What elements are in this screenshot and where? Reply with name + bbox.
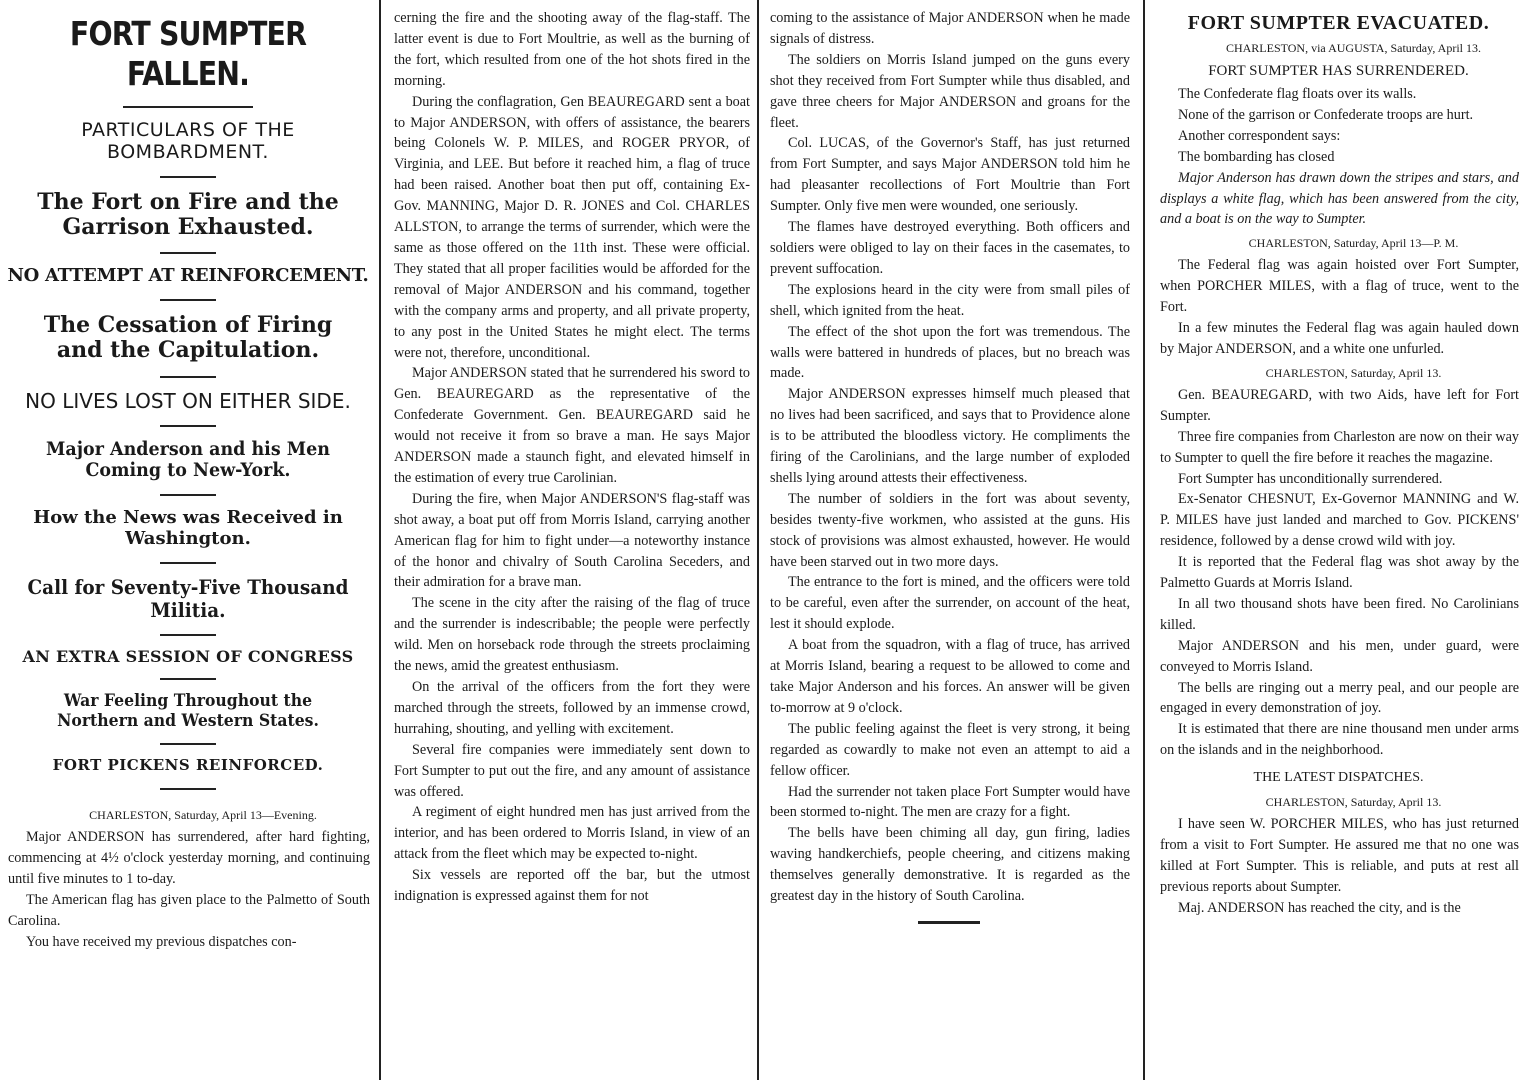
paragraph: The American flag has given place to the Palmetto of South Carolina. <box>8 892 370 929</box>
paragraph: Maj. ANDERSON has reached the city, and is the <box>1178 899 1461 916</box>
paragraph: Major ANDERSON expresses himself much pleased that no lives had been sacrificed, and says that to Providence alone is to be attributed the bloodless victory. He compliments the firing of the Carolinians, and the large number of exploded shells lying around attests their effectiveness. <box>770 386 1130 486</box>
end-rule <box>918 921 980 924</box>
divider <box>160 562 216 564</box>
deck-cessation: The Cessation of Firing and the Capitulation. <box>43 311 333 364</box>
paragraph: The number of soldiers in the fort was about seventy, besides twenty-five workmen, who assisted at the guns. His stock of provisions was almost exhausted, however. He would have been starved out in two more days. <box>770 490 1130 570</box>
paragraph: Six vessels are reported off the bar, but the utmost indignation is expressed against them for not <box>394 867 750 905</box>
column-rule <box>757 0 759 1080</box>
paragraph: It is reported that the Federal flag was shot away by the Palmetto Guards at Morris Island. <box>1160 554 1519 592</box>
dateline: CHARLESTON, Saturday, April 13. <box>1265 795 1442 810</box>
paragraph: In all two thousand shots have been fired. No Carolinians killed. <box>1160 595 1519 633</box>
paragraph: Col. LUCAS, of the Governor's Staff, has just returned from Fort Sumpter, and says Major ANDERSON told him he had pleasanter recollections of Fort Moultrie than Fort Sumpter. Only five men were wounded, one seriously. <box>770 135 1130 215</box>
divider <box>160 376 216 378</box>
divider <box>160 678 216 680</box>
paragraph: Major ANDERSON stated that he surrendered his sword to Gen. BEAUREGARD as the representative of the Confederate Government. Gen. BEAUREGARD said he would not receive it from so brave a man. He says Major ANDERSON made a staunch fight, and elevated himself in the estimation of every true Carolinian. <box>394 365 750 486</box>
dateline: CHARLESTON, Saturday, April 13—Evening. <box>89 808 317 823</box>
divider <box>160 252 216 254</box>
paragraph: The scene in the city after the raising of the flag of truce and the surrender is indescribable; the people were perfectly wild. Men on horseback rode through the streets proclaiming the news, amid the greatest enthusiasm. <box>394 595 750 675</box>
paragraph: The entrance to the fort is mined, and the officers were told to be careful, even after the surrender, on account of the heat, lest it should explode. <box>770 574 1130 633</box>
dateline: CHARLESTON, Saturday, April 13. <box>1265 365 1442 380</box>
deck-particulars: PARTICULARS OF THE BOMBARDMENT. <box>81 119 295 163</box>
paragraph: In a few minutes the Federal flag was again hauled down by Major ANDERSON, and a white one unfurled. <box>1160 320 1519 357</box>
paragraph: Had the surrender not taken place Fort Sumpter would have been stormed to-night. The men are crazy for a fight. <box>770 783 1130 821</box>
deck-war-feeling: War Feeling Throughout the Northern and Western States. <box>57 691 319 731</box>
paragraph: Several fire companies were immediately sent down to Fort Sumpter to put out the fire, and any amount of assistance was offered. <box>394 741 750 800</box>
column-rule <box>1143 0 1145 1080</box>
paragraph: During the fire, when Major ANDERSON'S flag-staff was shot away, a boat put off from Morris Island, carrying another American flag for him to fight under—a noteworthy instance of the honor and chivalry of South Carolina Seceders, and their admiration for a brave man. <box>394 490 750 591</box>
divider <box>160 788 216 790</box>
paragraph: Ex-Senator CHESNUT, Ex-Governor MANNING and W. P. MILES have just landed and marched to Gov. PICKENS' residence, followed by a dense crowd wild with joy. <box>1160 491 1519 550</box>
paragraph: You have received my previous dispatches con- <box>26 933 297 950</box>
paragraph: None of the garrison or Confederate troops are hurt. <box>1178 106 1474 123</box>
paragraph: The explosions heard in the city were from small piles of shell, which ignited from the heat. <box>770 281 1130 319</box>
column-4 <box>1152 0 1525 1080</box>
paragraph: I have seen W. PORCHER MILES, who has just returned from a visit to Fort Sumpter. He assured me that no one was killed at Fort Sumpter. This is reliable, and puts at rest all previous reports about Sumpter. <box>1160 816 1519 895</box>
column-rule <box>379 0 381 1080</box>
paragraph: During the conflagration, Gen BEAUREGARD sent a boat to Major ANDERSON, with offers of assistance, the bearers being Colonels W. P. MILES, and ROGER PRYOR, of Virginia, and LEE. But before it reached him, a flag of truce had been raised. Another boat then put off, containing Ex-Gov. MANNING, Major D. R. JONES and Col. CHARLES ALLSTON, to arrange the terms of surrender, which were the same as those offered on the 11th inst. These were official. They stated that all proper facilities would be afforded for the removal of Major ANDERSON and his command, together with the company arms and property, and all private property, to any post in the United States he might elect. The terms were not, therefore, unconditional. <box>394 93 750 361</box>
paragraph: The flames have destroyed everything. Both officers and soldiers were obliged to lay on their faces in the casemates, to prevent suffocation. <box>770 219 1130 277</box>
headline-fort-sumpter-fallen: FORT SUMPTER FALLEN. <box>69 14 307 93</box>
paragraph: A boat from the squadron, with a flag of truce, has arrived at Morris Island, bearing a request to be allowed to come and take Major Anderson and his forces. An answer will be given to-morrow at 9 o'clock. <box>770 637 1130 716</box>
divider <box>160 176 216 178</box>
italic-dispatch: Major Anderson has drawn down the stripes and stars, and displays a white flag, which has been answered from the city, and a boat is on the way to Sumpter. <box>1160 169 1519 228</box>
paragraph: Three fire companies from Charleston are now on their way to Sumpter to quell the fire before it reaches the magazine. <box>1160 428 1519 466</box>
deck-news-washington: How the News was Received in Washington. <box>33 507 343 549</box>
paragraph: Gen. BEAUREGARD, with two Aids, have left for Fort Sumpter. <box>1160 386 1519 424</box>
divider <box>160 425 216 427</box>
dateline: CHARLESTON, Saturday, April 13—P. M. <box>1248 236 1459 251</box>
paragraph: Major ANDERSON and his men, under guard, were conveyed to Morris Island. <box>1160 637 1519 675</box>
deck-fort-pickens: FORT PICKENS REINFORCED. <box>52 756 324 775</box>
deck-anderson-coming: Major Anderson and his Men Coming to New-York. <box>46 437 330 482</box>
paragraph: The Confederate flag floats over its walls. <box>1178 86 1417 102</box>
headline-fort-sumpter-evacuated: FORT SUMPTER EVACUATED. <box>1187 12 1490 34</box>
paragraph: A regiment of eight hundred men has just arrived from the interior, and has been ordered to Morris Island, in view of an attack from the fleet which may be expected to-night. <box>394 804 750 863</box>
paragraph: cerning the fire and the shooting away of the flag-staff. The latter event is due to Fort Moultrie, as well as the burning of the fort, which resulted from one of the hot shots fired in the morning. <box>394 10 750 89</box>
paragraph: The Federal flag was again hoisted over Fort Sumpter, when PORCHER MILES, with a flag of truce, went to the Fort. <box>1160 257 1519 316</box>
paragraph: The effect of the shot upon the fort was tremendous. The walls were battered in hundreds of places, but no breach was made. <box>770 323 1130 382</box>
deck-call-for-militia: Call for Seventy-Five Thousand Militia. <box>27 574 349 622</box>
paragraph: The soldiers on Morris Island jumped on the guns every shot they received from Fort Sumpter while thus disabled, and gave three cheers for Major ANDERSON and groans for the fleet. <box>770 51 1130 131</box>
deck-fort-on-fire: The Fort on Fire and the Garrison Exhausted. <box>37 188 339 240</box>
paragraph: It is estimated that there are nine thousand men under arms on the islands and in the neighborhood. <box>1160 721 1519 759</box>
divider <box>160 494 216 496</box>
paragraph: The bells have been chiming all day, gun firing, ladies waving handkerchiefs, people cheering, and citizens making themselves generally demonstrative. It is regarded as the greatest day in the history of South Carolina. <box>770 825 1130 905</box>
column-1 <box>0 0 376 1080</box>
divider <box>160 743 216 745</box>
paragraph: The bells are ringing out a merry peal, and our people are engaged in every demonstration of joy. <box>1160 679 1519 717</box>
paragraph: coming to the assistance of Major ANDERSON when he made signals of distress. <box>770 10 1130 47</box>
paragraph: On the arrival of the officers from the fort they were marched through the streets, followed by an immense crowd, hurrahing, shouting, and yelling with excitement. <box>394 679 750 737</box>
subhead-latest-dispatches: THE LATEST DISPATCHES. <box>1253 770 1424 786</box>
paragraph: Fort Sumpter has unconditionally surrendered. <box>1178 470 1443 487</box>
dateline: CHARLESTON, via AUGUSTA, Saturday, April 13. <box>1225 41 1482 55</box>
divider <box>160 634 216 636</box>
deck-extra-session: AN EXTRA SESSION OF CONGRESS <box>22 646 354 666</box>
paragraph: Major ANDERSON has surrendered, after hard fighting, commencing at 4½ o'clock yesterday morning, and continuing until five minutes to 1 to-day. <box>8 829 370 888</box>
paragraph: Another correspondent says: <box>1178 127 1341 144</box>
column-2 <box>386 0 756 1088</box>
deck-no-attempt: NO ATTEMPT AT REINFORCEMENT. <box>7 265 369 287</box>
paragraph: The bombarding has closed <box>1178 148 1335 165</box>
divider <box>123 106 253 108</box>
column-3 <box>762 0 1136 1088</box>
paragraph: The public feeling against the fleet is very strong, it being regarded as cowardly to make not even an attempt to aid a fellow officer. <box>770 720 1130 779</box>
subhead-surrendered: FORT SUMPTER HAS SURRENDERED. <box>1208 63 1469 79</box>
divider <box>160 299 216 301</box>
deck-no-lives-lost: NO LIVES LOST ON EITHER SIDE. <box>25 388 351 413</box>
